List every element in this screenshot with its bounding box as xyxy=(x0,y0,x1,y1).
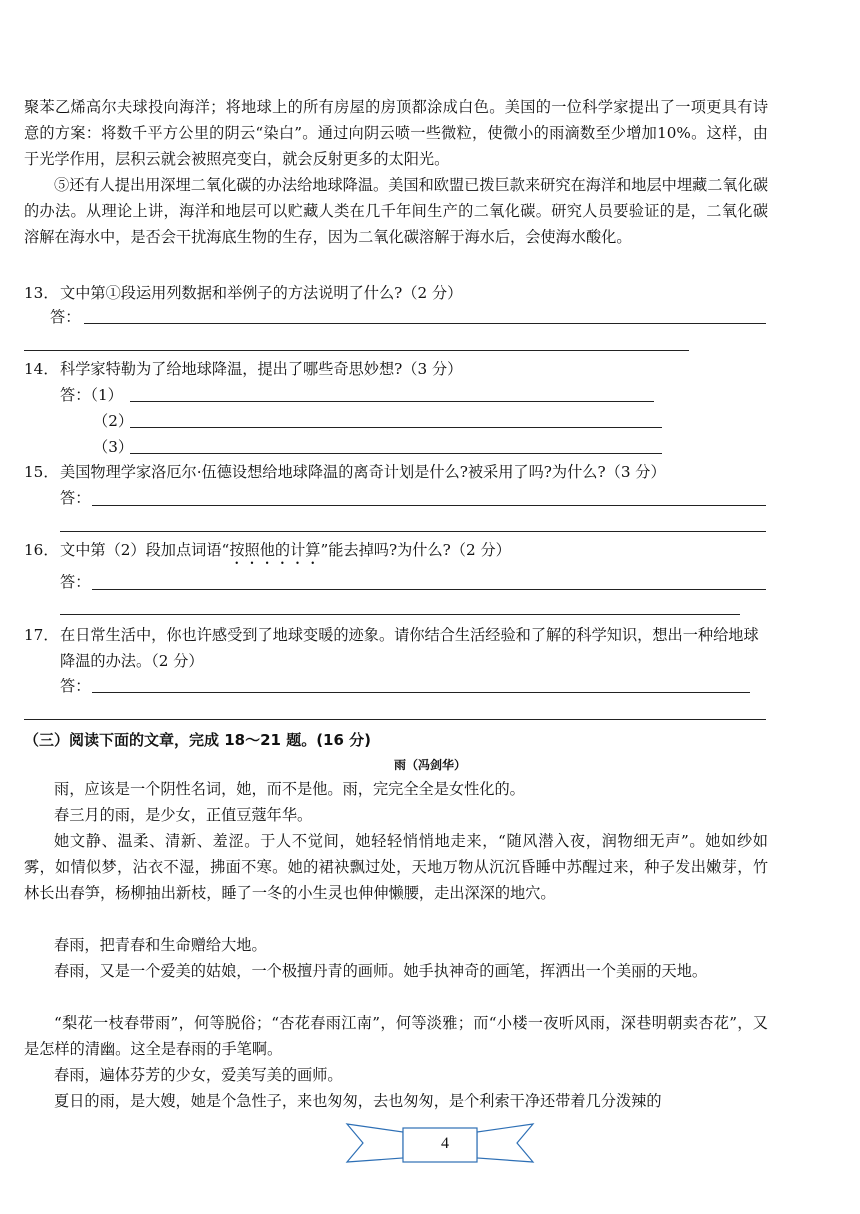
answer-line[interactable] xyxy=(84,323,766,324)
answer-line[interactable] xyxy=(92,692,750,693)
passage-para5: ⑤还有人提出用深埋二氧化碳的办法给地球降温。美国和欧盟已拨巨款来研究在海洋和地层中埋藏二氧化碳的办法。从理论上讲，海洋和地层可以贮藏人类在几千年间生产的二氧化碳。研究人员要验证的是，二氧化碳溶解在海水中，是否会干扰海底生物的生存，因为二氧化碳溶解于海水后，会使海水酸化。 xyxy=(24,176,768,246)
question-number: 13． xyxy=(24,284,59,302)
answer-line[interactable] xyxy=(92,505,766,506)
question-text-pre: 文中第（2）段加点词语“ xyxy=(60,541,230,559)
passage-para4-continued: 聚苯乙烯高尔夫球投向海洋；将地球上的所有房屋的房顶都涂成白色。美国的一位科学家提出了一项更具有诗意的方案：将数千平方公里的阴云“染白”。通过向阴云喷一些微粒，使微小的雨滴数至少增加10%。这样，由于光学作用，层积云就会被照亮变白，就会反射更多的太阳光。 xyxy=(24,98,768,168)
page-number: 4 xyxy=(441,1135,449,1152)
answer-line[interactable] xyxy=(24,719,766,720)
question-17 xyxy=(24,622,768,674)
answer-label: 答：（1） xyxy=(60,386,123,404)
question-13 xyxy=(24,280,768,306)
question-14 xyxy=(24,356,768,382)
article-para: 春雨，把青春和生命赠给大地。 xyxy=(54,936,267,954)
article-para: “梨花一枝春带雨”，何等脱俗；“杏花春雨江南”，何等淡雅；而“小楼一夜听风雨，深巷明朝卖杏花”，又是怎样的清幽。这全是春雨的手笔啊。 xyxy=(24,1014,768,1058)
question-text: 科学家特勒为了给地球降温，提出了哪些奇思妙想?（3 分） xyxy=(60,360,463,378)
answer-line[interactable] xyxy=(60,531,766,532)
answer-sub-label: （3） xyxy=(93,438,134,456)
answer-label: 答： xyxy=(60,677,91,695)
article-para: 春三月的雨，是少女，正值豆蔻年华。 xyxy=(54,806,313,824)
question-16 xyxy=(24,537,768,568)
article-para: 春雨，又是一个爱美的姑娘，一个极擅丹青的画师。她手执神奇的画笔，挥洒出一个美丽的天地。 xyxy=(54,962,708,980)
article-para: 雨，应该是一个阴性名词，她，而不是他。雨，完完全全是女性化的。 xyxy=(54,780,525,798)
answer-line[interactable] xyxy=(130,401,654,402)
answer-line[interactable] xyxy=(24,350,689,351)
question-text-post: ”能去掉吗?为什么?（2 分） xyxy=(320,541,511,559)
article-title: 雨（冯剑华） xyxy=(393,758,466,772)
answer-line[interactable] xyxy=(130,427,662,428)
answer-line[interactable] xyxy=(92,589,766,590)
question-number: 16． xyxy=(24,541,59,559)
question-number: 17． xyxy=(24,626,59,644)
question-text: 在日常生活中，你也许感受到了地球变暖的迹象。请你结合生活经验和了解的科学知识，想出一种给地球降温的办法。（2 分） xyxy=(60,626,759,670)
answer-line[interactable] xyxy=(60,614,740,615)
answer-label: 答： xyxy=(60,573,91,591)
question-text: 美国物理学家洛厄尔·伍德设想给地球降温的离奇计划是什么?被采用了吗?为什么?（3 分） xyxy=(60,463,666,481)
answer-label: 答： xyxy=(50,308,81,326)
question-text: 文中第①段运用列数据和举例子的方法说明了什么?（2 分） xyxy=(60,284,463,302)
question-15 xyxy=(24,459,768,485)
section-3-title: （三）阅读下面的文章，完成 18～21 题。(16 分) xyxy=(24,731,372,749)
emphasized-phrase: 按照他的计算 xyxy=(229,541,321,559)
article-para: 夏日的雨，是大嫂，她是个急性子，来也匆匆，去也匆匆，是个利索干净还带着几分泼辣的 xyxy=(54,1092,662,1110)
answer-line[interactable] xyxy=(130,453,662,454)
article-para: 她文静、温柔、清新、羞涩。于人不觉间，她轻轻悄悄地走来，“随风潜入夜，润物细无声”。她如纱如雾，如情似梦，沾衣不湿，拂面不寒。她的裙袂飘过处，天地万物从沉沉昏睡中苏醒过来，种子发出嫩芽，竹林长出春笋，杨柳抽出新枝，睡了一冬的小生灵也伸伸懒腰，走出深深的地穴。 xyxy=(24,832,768,902)
question-number: 14． xyxy=(24,360,59,378)
question-number: 15． xyxy=(24,463,59,481)
answer-sub-label: （2） xyxy=(93,412,134,430)
article-para: 春雨，遍体芬芳的少女，爱美写美的画师。 xyxy=(54,1066,343,1084)
answer-label: 答： xyxy=(60,489,91,507)
